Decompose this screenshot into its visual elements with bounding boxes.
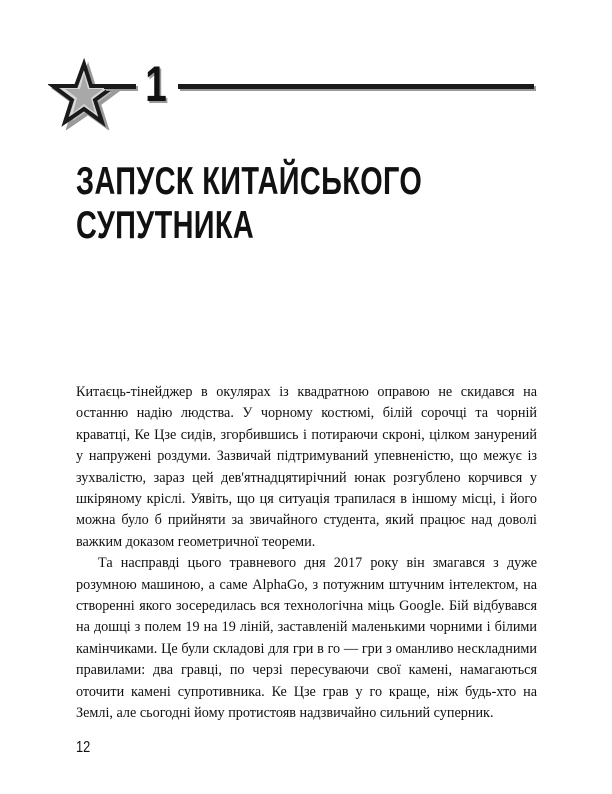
chapter-rule-right [178, 84, 534, 89]
paragraph-1: Китаєць-тінейджер в окулярах із квадратною оправою не скидався на останню надію людства. У чорному костюмі, білій сорочці та чорній краватці, Ке Цзе сидів, згорбившись і потираючи скроні, цілком занурений у напружені роздуми. Зазвичай підтримуваний упевненістю, що межує із зухвалістю, зараз цей дев'ятнадцятирічний юнак розгублено корчився у шкіряному кріслі. Уявіть, що ця ситуація трапилася в іншому місці, і його можна було б прийняти за звичайного студента, який працює над доволі важким доказом геометричної теореми. [76, 384, 537, 550]
chapter-title [76, 160, 423, 248]
star-icon [48, 58, 120, 130]
page-number: 12 [76, 739, 91, 756]
chapter-title-line-1: ЗАПУСК КИТАЙСЬКОГО [76, 160, 423, 203]
chapter-title-line-2: СУПУТНИКА [76, 204, 255, 247]
body-text [76, 382, 537, 725]
chapter-number: 1 [145, 56, 167, 112]
chapter-rule-left [104, 84, 136, 89]
paragraph-2: Та насправді цього травневого дня 2017 року він змагався з дуже розумною машиною, а саме AlphaGo, з потужним штучним інтелектом, на створенні якого зосередилась вся технологічна міць Google. Бій відбувався на дошці з полем 19 на 19 ліній, заставленій маленькими чорними і білими камінчиками. Це були складові для гри в го — гри з оманливо нескладними правилами: два гравці, по черзі пересуваючи свої камені, намагаються оточити камені супротивника. Ке Цзе грав у го краще, ніж будь-хто на Землі, але сьогодні йому протистояв надзвичайно сильний суперник. [76, 555, 537, 722]
